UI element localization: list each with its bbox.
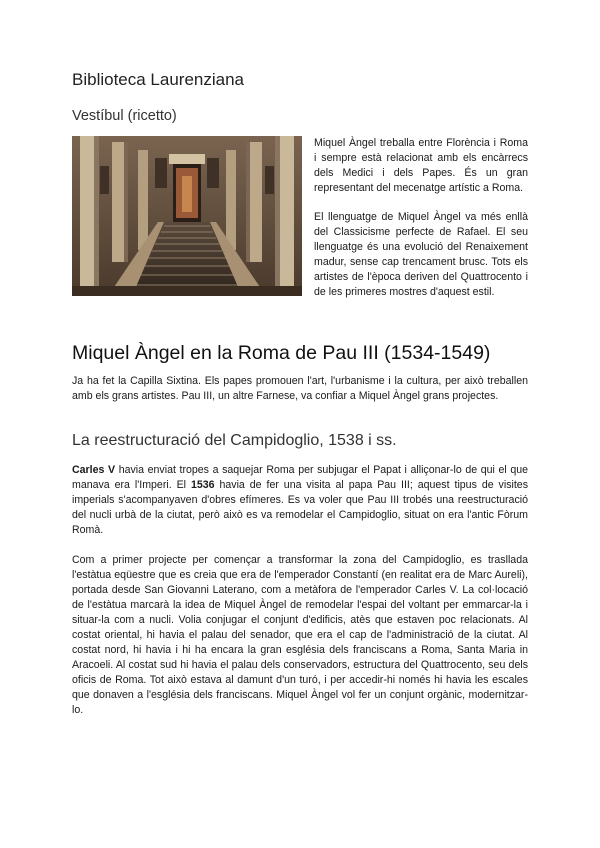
body-paragraph-2: Com a primer projecte per començar a transformar la zona del Campidoglio, es trasllada l'estàtua eqüestre que es creia que era de l'emperador Constantí (en realitat era de Marc Aureli), portada desde San Giovanni Laterano, com a metàfora de l'emperador Carles V. La col·locació de l'estàtua marcarà la idea de Miquel Àngel de remodelar l'espai del voltant per emmarcar-la i situar-la com a nucli. Volia conjugar el conjunt d'edificis, atès que estaven poc relacionats. Al costat oriental, hi havia el palau del senador, que era el cap de l'administració de la ciutat. Al costat nord, hi havia i hi ha encara la gran església dels franciscans a Roma, Santa Maria in Aracoeli. Al costat sud hi havia el palau dels conservadors, estructura del Quattrocento, seu dels oficis de Roma. Tot això estava al damunt d'un turó, i per accedir-hi només hi havia les escales que donaven a l'església dels franciscans. Miquel Àngel vol fer un conjunt orgànic, modernitzar-lo. [72,554,528,716]
intro-paragraph-2: El llenguatge de Miquel Àngel va més enllà del Classicisme perfecte de Rafael. El seu llenguatge és una evolució del Renaixement madur, sense cap trencament brusc. Tots els artistes de l'època deriven del Quattrocento i de les primeres mostres d'aquest estil. [314,211,528,298]
lead-paragraph: Ja ha fet la Capilla Sixtina. Els papes promouen l'art, l'urbanisme i la cultura, per això treballen amb els grans artistes. Pau III, un altre Farnese, va confiar a Miquel Àngel grans projectes. [72,375,528,402]
body-paragraph-1 [72,463,528,538]
intro-section [72,136,528,300]
body-paragraph-1-text-a: havia enviat tropes a saquejar Roma per subjugar el Papat i alliçonar-lo de qui el que manava era l'Imperi. El [72,464,528,491]
main-heading: Miquel Àngel en la Roma de Pau III (1534-1549) [72,342,491,364]
body-paragraph-1-text-b: havia de fer una visita al papa Pau III; aquest tipus de visites imperials s'acompanyaven d'obres efímeres. Es va voler que Pau III trobés una reestructuració del nucli urbà de la ciutat, però això es va remodelar el Campidoglio, situat on era l'antic Fòrum Romà. [72,479,528,536]
campidoglio-heading: La reestructuració del Campidoglio, 1538 i ss. [72,432,397,449]
bold-carles-v: Carles V [72,464,116,476]
document-title: Biblioteca Laurenziana [72,70,245,89]
intro-paragraph-1: Miquel Àngel treballa entre Florència i Roma i sempre està relacionat amb els encàrrecs dels Medici i dels Papes. És un gran representant del mecenatge artístic a Roma. [314,137,528,194]
section-subtitle: Vestíbul (ricetto) [72,108,177,124]
vestibule-photo [72,136,302,296]
campidoglio-body [72,463,528,733]
bold-year-1536: 1536 [190,479,215,491]
